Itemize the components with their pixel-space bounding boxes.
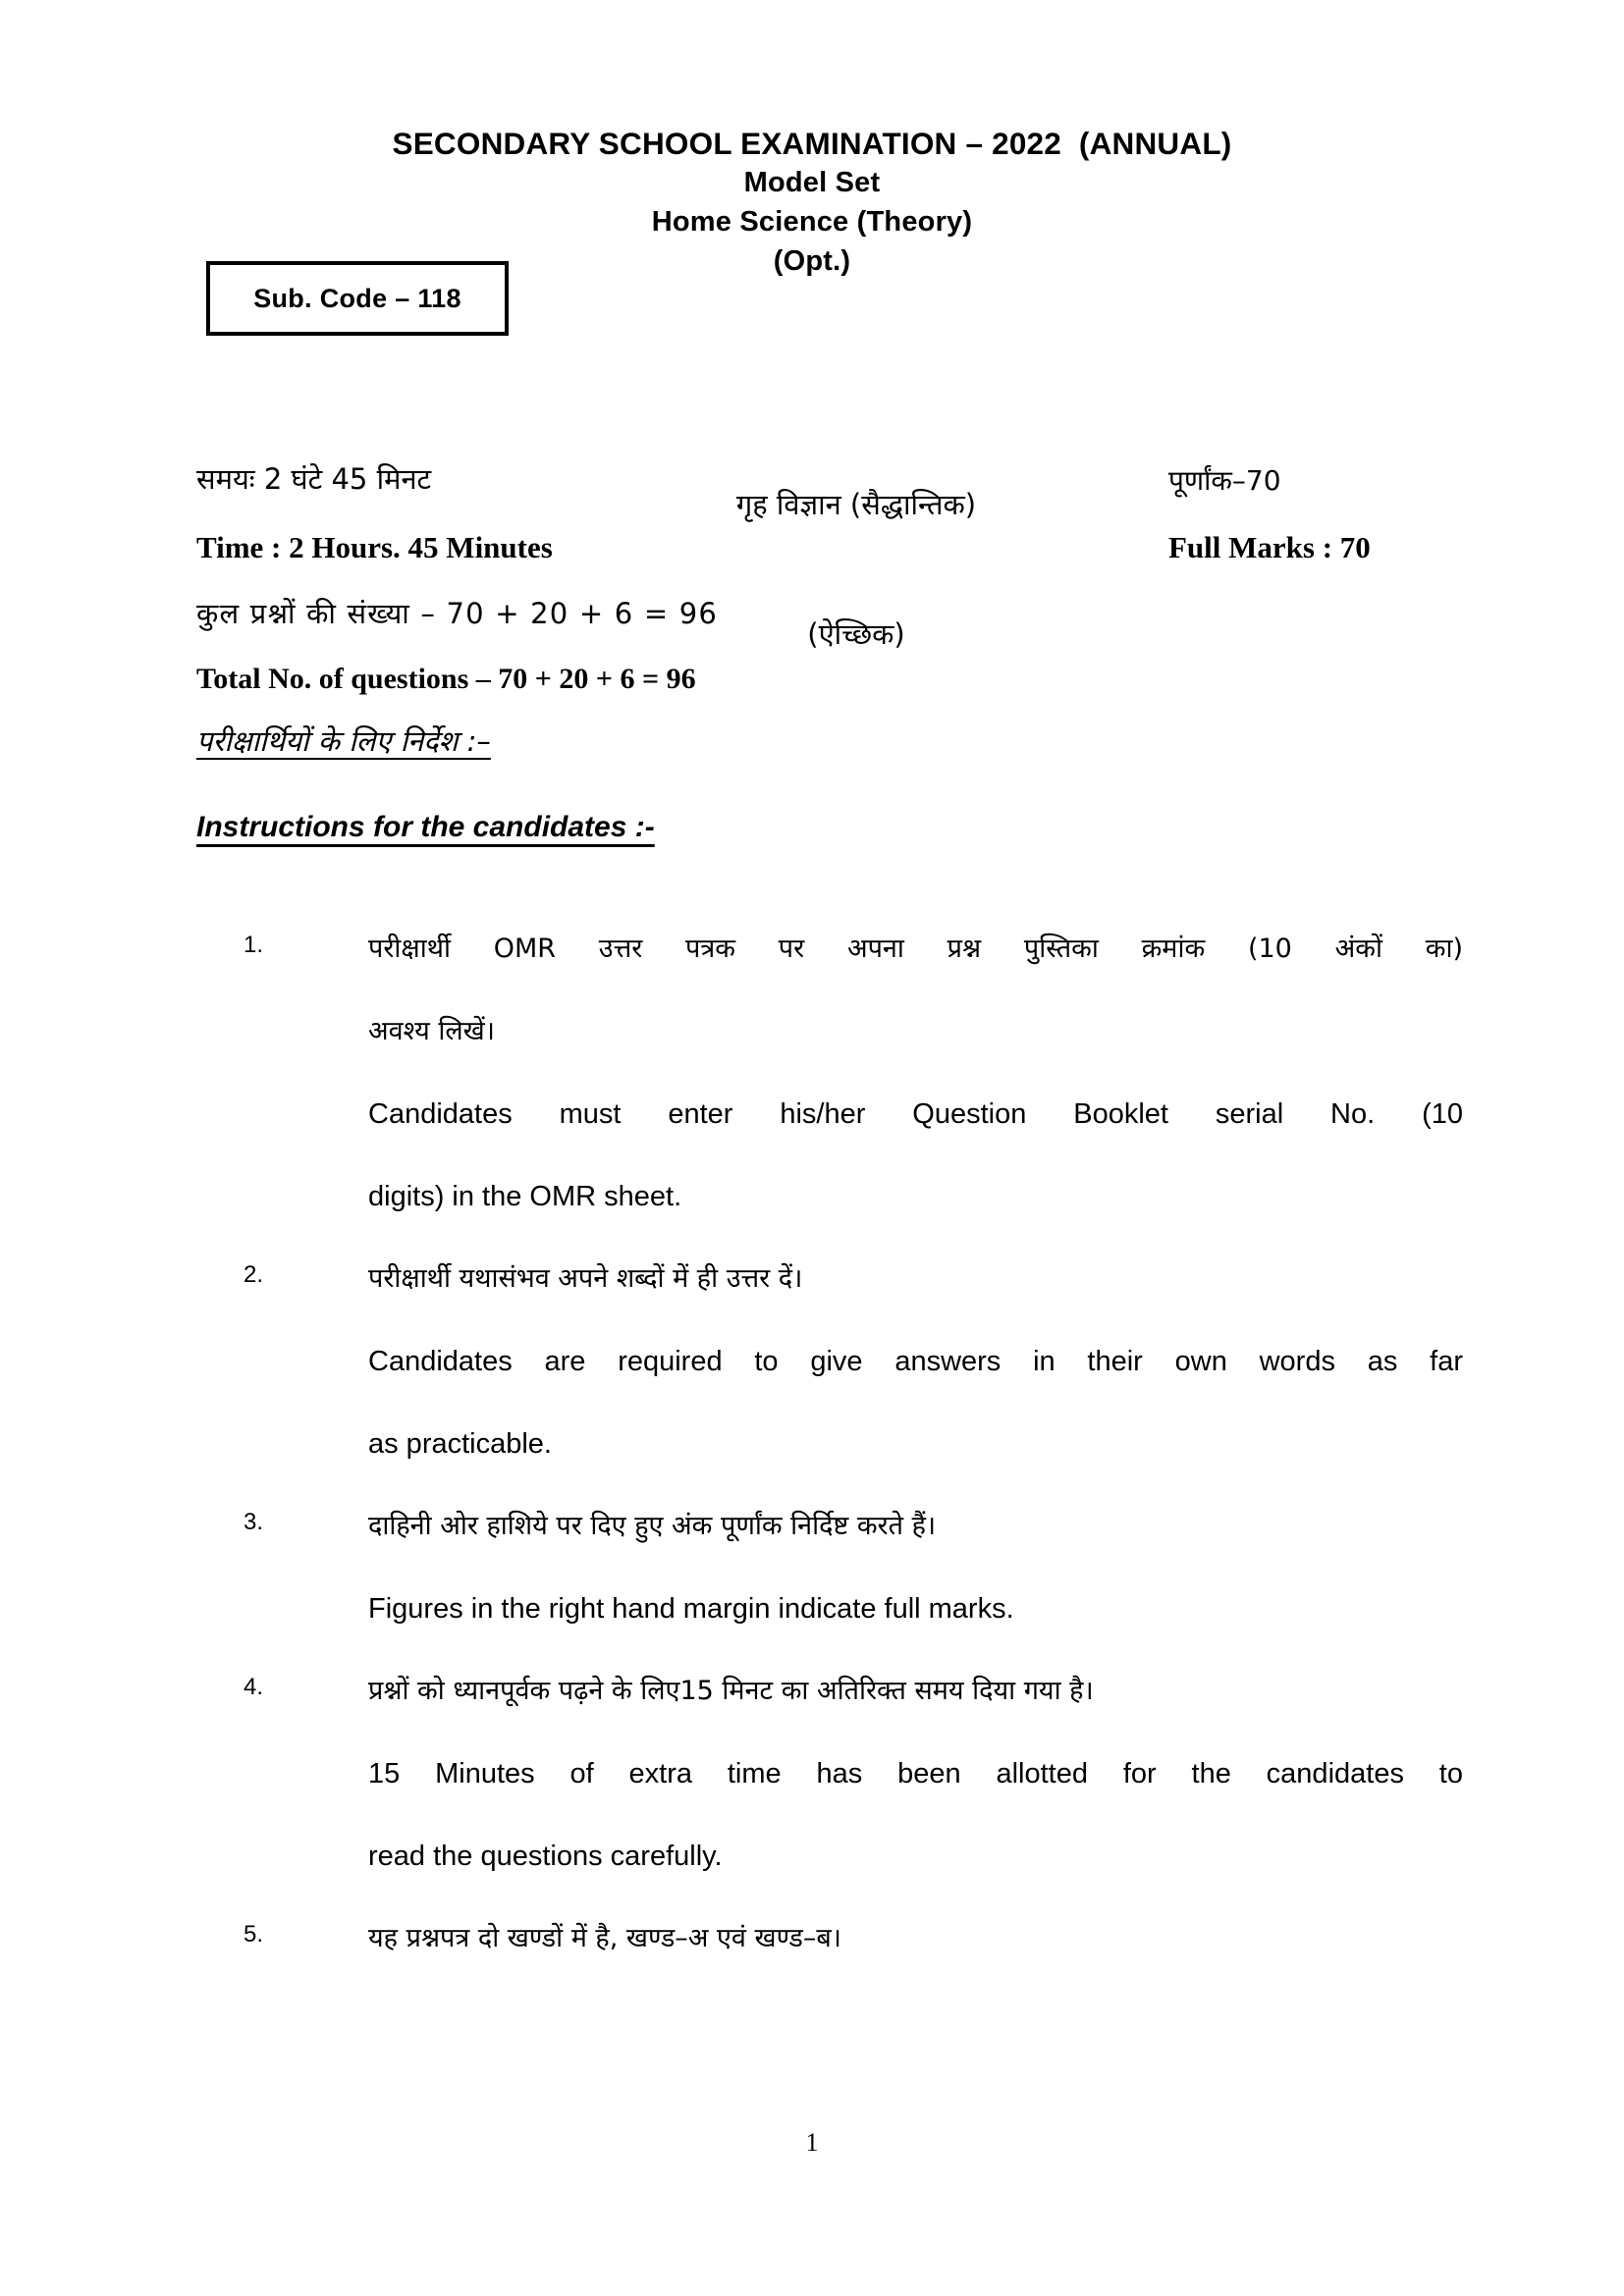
instruction-number: 2. — [244, 1261, 264, 1288]
instruction-line: 15 Minutes of extra time has been allotted for the candidates to — [368, 1758, 1463, 1789]
model-set-line: Model Set — [743, 167, 881, 198]
instruction-item — [0, 908, 1624, 1238]
instruction-body — [368, 1485, 1463, 1650]
time-devanagari: समयः 2 घंटे 45 मिनट — [196, 462, 432, 496]
instruction-number: 4. — [244, 1674, 264, 1700]
instruction-body — [368, 1897, 1463, 1980]
instruction-body — [368, 1238, 1463, 1485]
instruction-line: Candidates are required to give answers in their own words as far — [368, 1346, 1463, 1377]
instruction-item — [0, 1897, 1624, 1980]
instruction-line: दाहिनी ओर हाशिये पर दिए हुए अंक पूर्णांक निर्दिष्ट करते हैं। — [368, 1511, 937, 1541]
instruction-body — [368, 1650, 1463, 1897]
instruction-line: यह प्रश्नपत्र दो खण्डों में है, खण्ड–अ एवं खण्ड–ब। — [368, 1923, 842, 1953]
instruction-number: 5. — [244, 1921, 264, 1948]
instruction-number: 3. — [244, 1509, 264, 1535]
instruction-line: अवश्य लिखें। — [368, 1016, 495, 1046]
full-marks-devanagari: पूर्णांक–70 — [1168, 464, 1281, 497]
subject-code-label: Sub. Code – 118 — [253, 283, 461, 313]
subject-name-devanagari-line2: (ऐच्छिक) — [807, 617, 905, 651]
subject-title-line: Home Science (Theory) — [651, 206, 973, 238]
total-questions-english: Total No. of questions – 70 + 20 + 6 = 96 — [196, 663, 696, 695]
optional-tag-line: (Opt.) — [773, 245, 851, 277]
instruction-line: Candidates must enter his/her Question Booklet serial No. (10 — [368, 1098, 1463, 1130]
instruction-line: प्रश्नों को ध्यानपूर्वक पढ़ने के लिए15 मिनट का अतिरिक्त समय दिया गया है। — [368, 1676, 1094, 1706]
subject-code-box — [206, 261, 509, 336]
instruction-item — [0, 1238, 1624, 1485]
instruction-line: परीक्षार्थी OMR उत्तर पत्रक पर अपना प्रश्न पुस्तिका क्रमांक (10 अंकों का) — [368, 934, 1463, 964]
full-marks-english: Full Marks : 70 — [1168, 530, 1371, 564]
instruction-line: digits) in the OMR sheet. — [368, 1181, 682, 1212]
instruction-body — [368, 908, 1463, 1238]
total-questions-devanagari: कुल प्रश्नों की संख्या – 70 + 20 + 6 = 96 — [196, 597, 719, 630]
subject-name-devanagari-line1: गृह विज्ञान (सैद्धान्तिक) — [735, 488, 977, 521]
instruction-item — [0, 1650, 1624, 1897]
time-english: Time : 2 Hours. 45 Minutes — [196, 530, 553, 564]
exam-title-line: SECONDARY SCHOOL EXAMINATION – 2022 (ANNUAL) — [392, 126, 1232, 161]
exam-header — [0, 124, 1624, 281]
instruction-line: read the questions carefully. — [368, 1841, 723, 1872]
instruction-number: 1. — [244, 932, 264, 958]
page-number: 1 — [805, 2128, 819, 2157]
instruction-line: as practicable. — [368, 1428, 552, 1460]
instructions-heading-devanagari: परीक्षार्थियों के लिए निर्देश :– — [196, 724, 491, 758]
instruction-line: Figures in the right hand margin indicate full marks. — [368, 1593, 1014, 1625]
instruction-line: परीक्षार्थी यथासंभव अपने शब्दों में ही उत्तर दें। — [368, 1263, 803, 1294]
instructions-heading-english: Instructions for the candidates :- — [196, 811, 655, 843]
instructions-list — [0, 908, 1624, 1980]
instruction-item — [0, 1485, 1624, 1650]
